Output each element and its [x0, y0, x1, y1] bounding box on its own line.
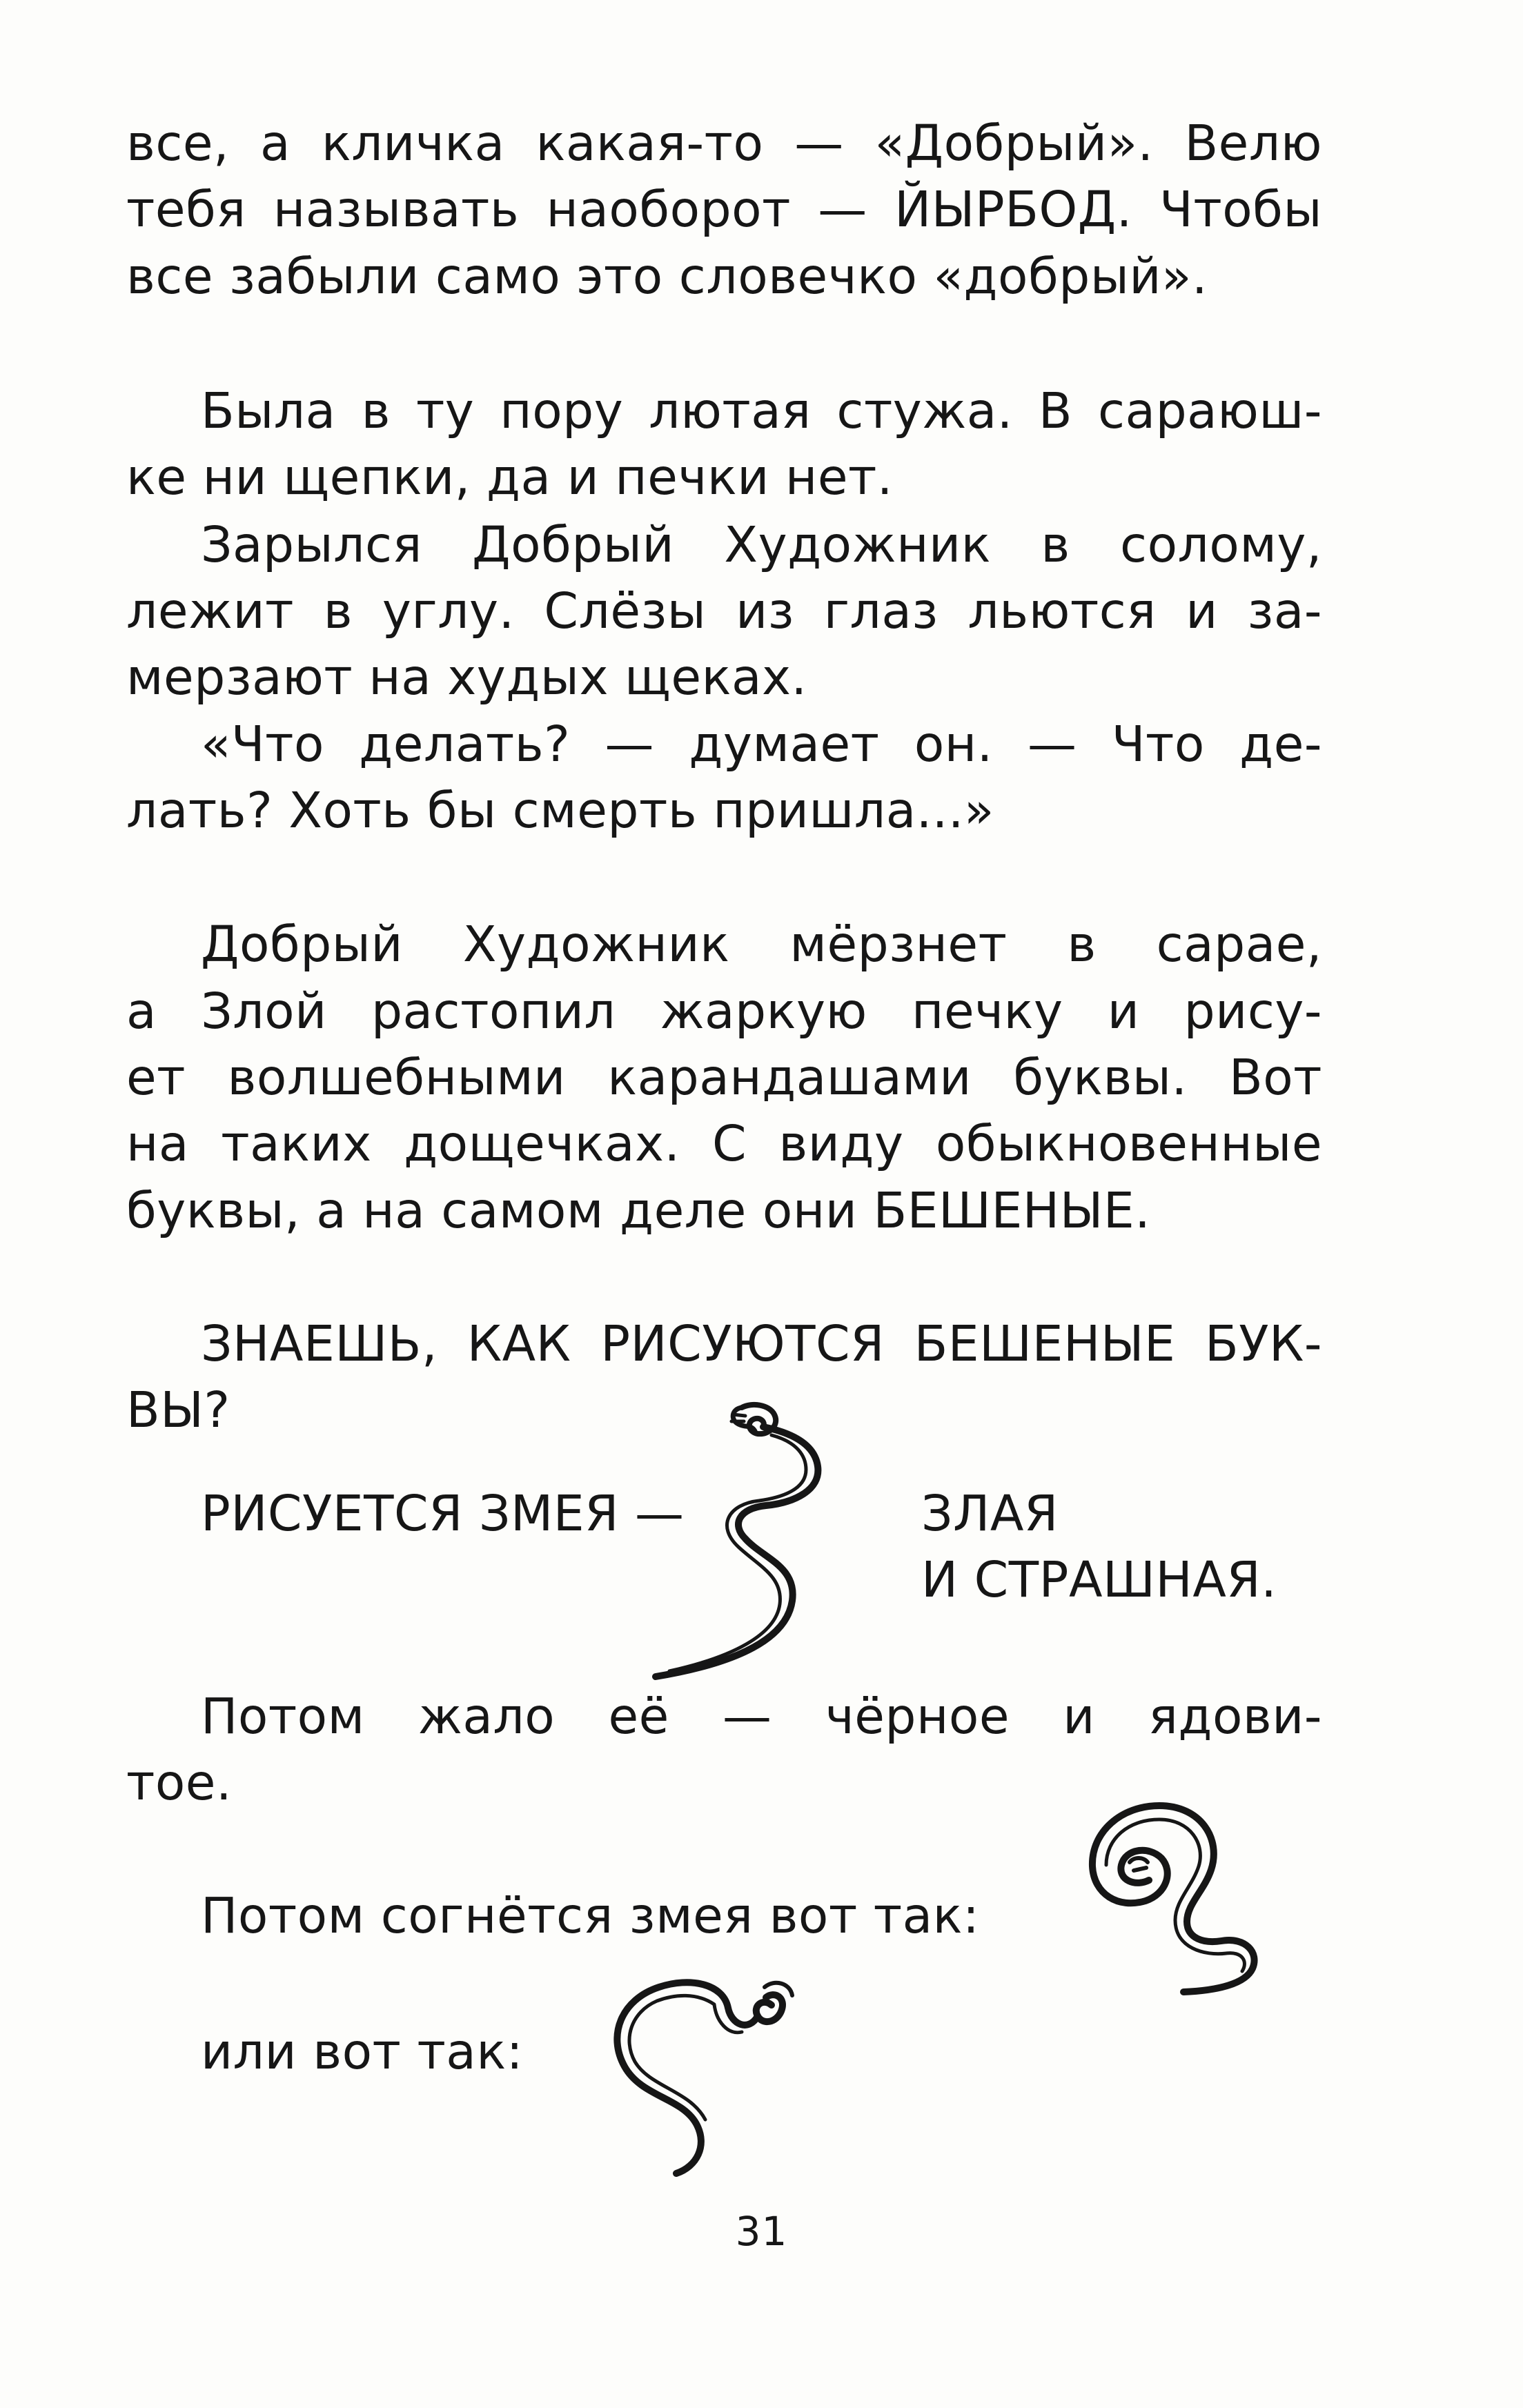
page-number: 31 [735, 2208, 788, 2255]
text-line: на таких дощечках. С виду обыкновенные [126, 1115, 1322, 1172]
snake-caption-left: РИСУЕТСЯ ЗМЕЯ — [201, 1485, 685, 1542]
text-line: все забыли само это словечко «добрый». [126, 248, 1208, 305]
text-line: Зарылся Добрый Художник в солому, [201, 516, 1322, 573]
text-line: ке ни щепки, да и печки нет. [126, 448, 893, 506]
text-line: тебя называть наоборот — ЙЫРБОД. Чтобы [126, 181, 1322, 238]
bent-snake-drawing [593, 1960, 814, 2180]
text-line: лать? Хоть бы смерть пришла...» [126, 782, 994, 839]
text-line: тое. [126, 1754, 233, 1811]
snake-caption-right: ЗЛАЯ [921, 1485, 1059, 1542]
text-line: Добрый Художник мёрзнет в сарае, [201, 916, 1322, 973]
text-line: ЗНАЕШЬ, КАК РИСУЮТСЯ БЕШЕНЫЕ БУК- [201, 1315, 1322, 1372]
text-line: «Что делать? — думает он. — Что де- [201, 716, 1322, 773]
text-line: мерзают на худых щеках. [126, 649, 807, 706]
text-line: все, а кличка какая-то — «Добрый». Велю [126, 115, 1322, 172]
text-line: буквы, а на самом деле они БЕШЕНЫЕ. [126, 1182, 1151, 1239]
curled-snake-drawing [1045, 1790, 1273, 2004]
text-line: Потом согнётся змея вот так: [201, 1887, 980, 1944]
text-line: ВЫ? [126, 1381, 230, 1439]
text-line: лежит в углу. Слёзы из глаз льются и за- [126, 582, 1322, 640]
snake-drawing [628, 1401, 876, 1690]
snake-caption-right: И СТРАШНАЯ. [921, 1551, 1277, 1608]
text-line: Потом жало её — чёрное и ядови- [201, 1688, 1322, 1745]
text-line: или вот так: [201, 2023, 524, 2080]
text-line: ет волшебными карандашами буквы. Вот [126, 1049, 1322, 1106]
text-line: а Злой растопил жаркую печку и рису- [126, 983, 1322, 1040]
text-line: Была в ту пору лютая стужа. В сараюш- [201, 382, 1322, 440]
